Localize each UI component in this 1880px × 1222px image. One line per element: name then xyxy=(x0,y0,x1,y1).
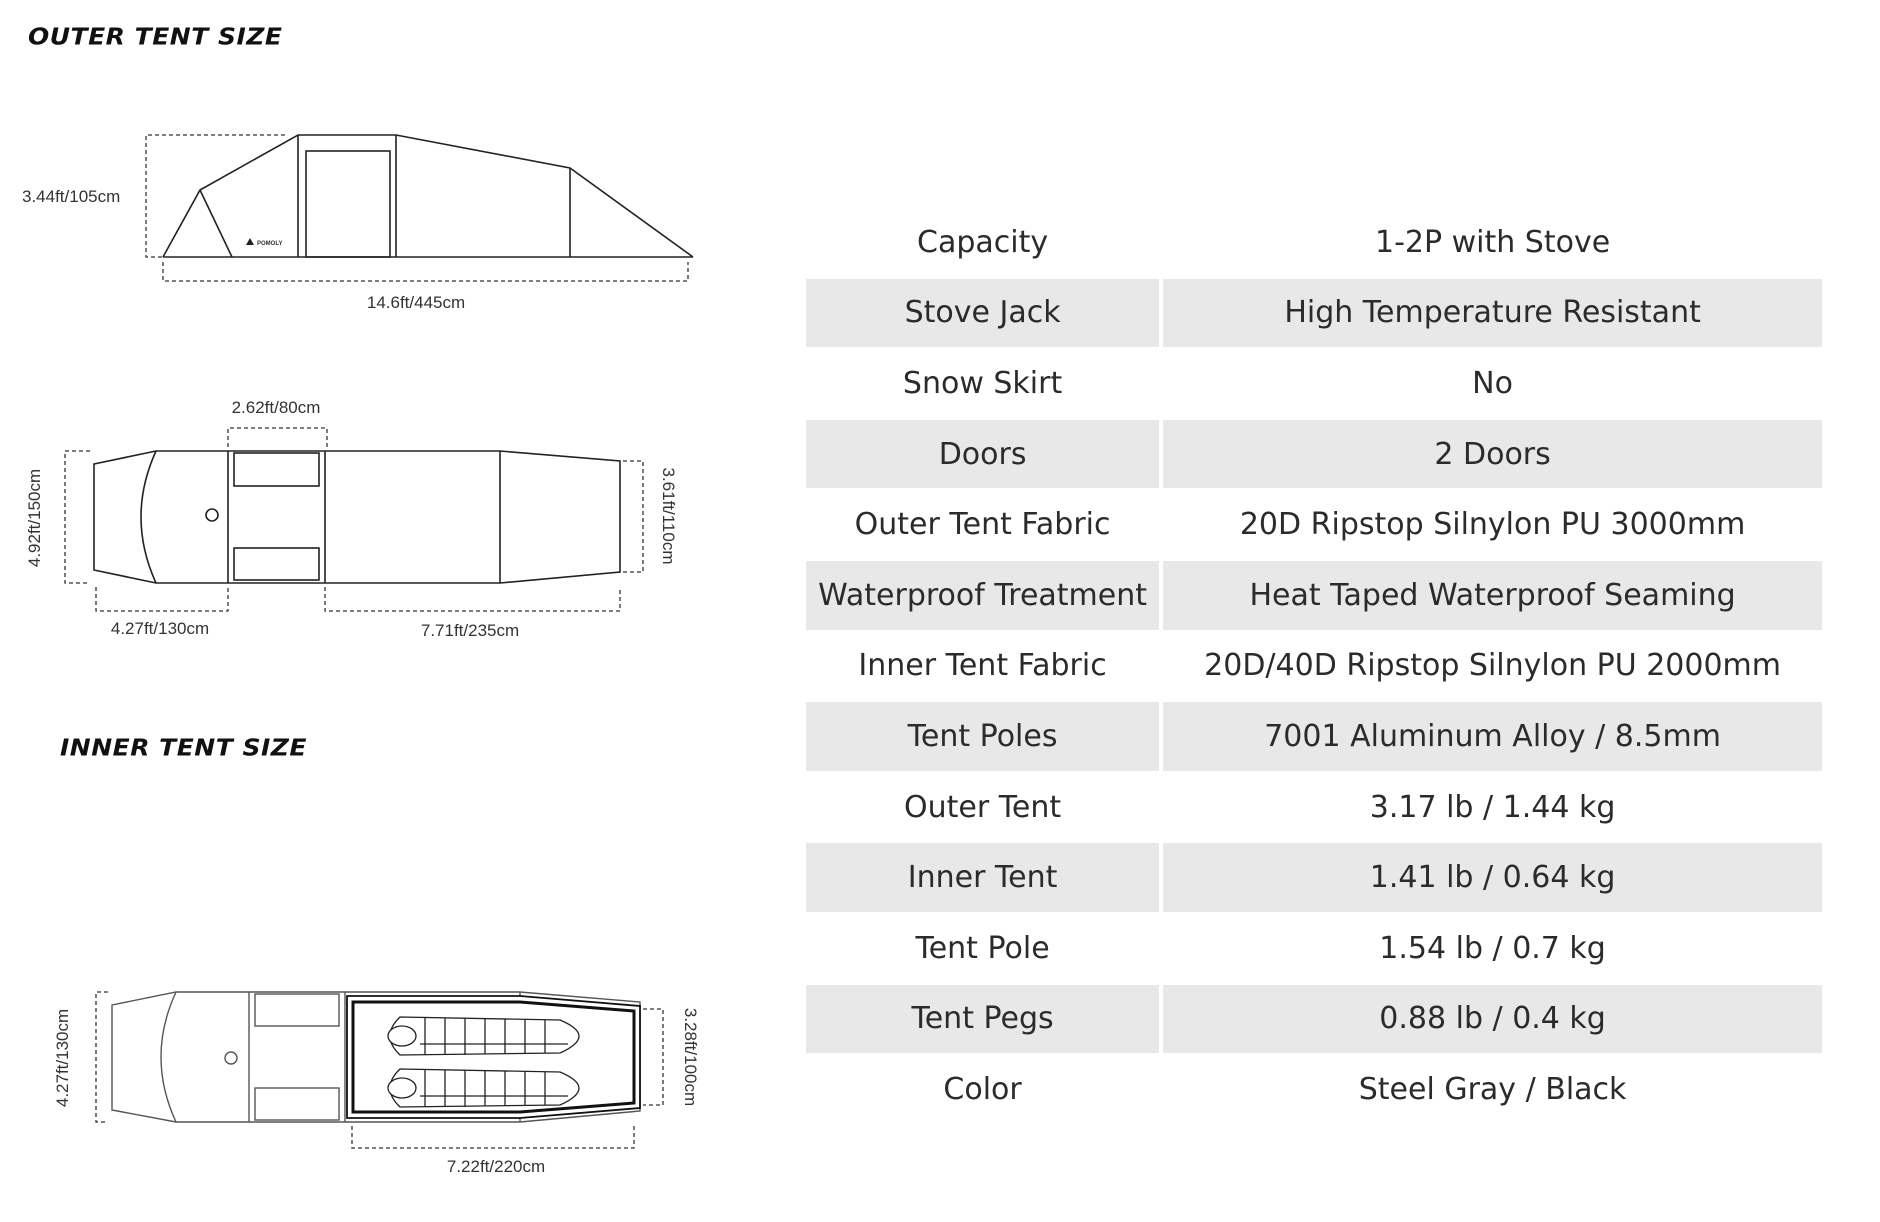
sleeping-bag-icon xyxy=(388,1017,579,1055)
inner-width-left-label: 4.27ft/130cm xyxy=(53,1008,72,1108)
outer-width-right-label: 3.61ft/110cm xyxy=(659,467,678,565)
spec-row xyxy=(806,632,1822,701)
inner-tent-size-heading: INNER TENT SIZE xyxy=(60,734,308,761)
outer-tent-size-heading: OUTER TENT SIZE xyxy=(28,23,283,50)
spec-label: Capacity xyxy=(917,224,1049,260)
spec-label: Doors xyxy=(806,418,1159,491)
spec-label: Inner Tent Fabric xyxy=(858,648,1107,684)
spec-value: High Temperature Resistant xyxy=(1163,277,1822,350)
spec-row xyxy=(806,1055,1822,1124)
spec-label: Snow Skirt xyxy=(902,365,1063,401)
outer-width-left-label: 4.92ft/150cm xyxy=(25,468,44,568)
spec-label: Tent Poles xyxy=(806,700,1159,773)
spec-value: Steel Gray / Black xyxy=(1358,1071,1627,1107)
spec-label: Tent Pole xyxy=(915,930,1050,966)
spec-label: Color xyxy=(943,1071,1022,1107)
spec-value: 7001 Aluminum Alloy / 8.5mm xyxy=(1163,700,1822,773)
spec-label: Waterproof Treatment xyxy=(806,559,1159,632)
spec-value: No xyxy=(1472,365,1513,401)
spec-row xyxy=(806,841,1822,914)
spec-row xyxy=(806,349,1822,418)
spec-row xyxy=(806,700,1822,773)
front-length-label: 4.27ft/130cm xyxy=(110,619,210,638)
inner-tent-top-view xyxy=(0,0,760,1222)
spec-row xyxy=(806,277,1822,350)
spec-value: 2 Doors xyxy=(1163,418,1822,491)
spec-label: Outer Tent xyxy=(903,789,1062,825)
outer-length-label: 14.6ft/445cm xyxy=(366,293,466,312)
spec-row xyxy=(806,490,1822,559)
sleeping-bag-icon xyxy=(388,1069,579,1107)
spec-row xyxy=(806,208,1822,277)
rear-length-label: 7.71ft/235cm xyxy=(420,621,520,640)
spec-value: 1.41 lb / 0.64 kg xyxy=(1163,841,1822,914)
svg-text:POMOLY: POMOLY xyxy=(257,241,283,247)
spec-value: 20D/40D Ripstop Silnylon PU 2000mm xyxy=(1204,648,1781,684)
outer-height-label: 3.44ft/105cm xyxy=(22,187,121,206)
inner-width-right-label: 3.28ft/100cm xyxy=(681,1007,700,1107)
spec-table xyxy=(802,208,1826,1124)
spec-value: 1-2P with Stove xyxy=(1374,224,1611,260)
spec-value: 0.88 lb / 0.4 kg xyxy=(1163,983,1822,1056)
spec-value: Heat Taped Waterproof Seaming xyxy=(1163,559,1822,632)
spec-label: Stove Jack xyxy=(806,277,1159,350)
spec-value: 3.17 lb / 1.44 kg xyxy=(1369,789,1616,825)
spec-label: Tent Pegs xyxy=(806,983,1159,1056)
spec-row xyxy=(806,773,1822,842)
spec-label: Inner Tent xyxy=(806,841,1159,914)
spec-row xyxy=(806,983,1822,1056)
vestibule-width-label: 2.62ft/80cm xyxy=(231,398,321,417)
spec-row xyxy=(806,418,1822,491)
spec-row xyxy=(806,914,1822,983)
spec-row xyxy=(806,559,1822,632)
spec-label: Outer Tent Fabric xyxy=(854,507,1111,543)
spec-value: 20D Ripstop Silnylon PU 3000mm xyxy=(1239,507,1746,543)
inner-length-label: 7.22ft/220cm xyxy=(446,1157,546,1176)
spec-value: 1.54 lb / 0.7 kg xyxy=(1379,930,1606,966)
